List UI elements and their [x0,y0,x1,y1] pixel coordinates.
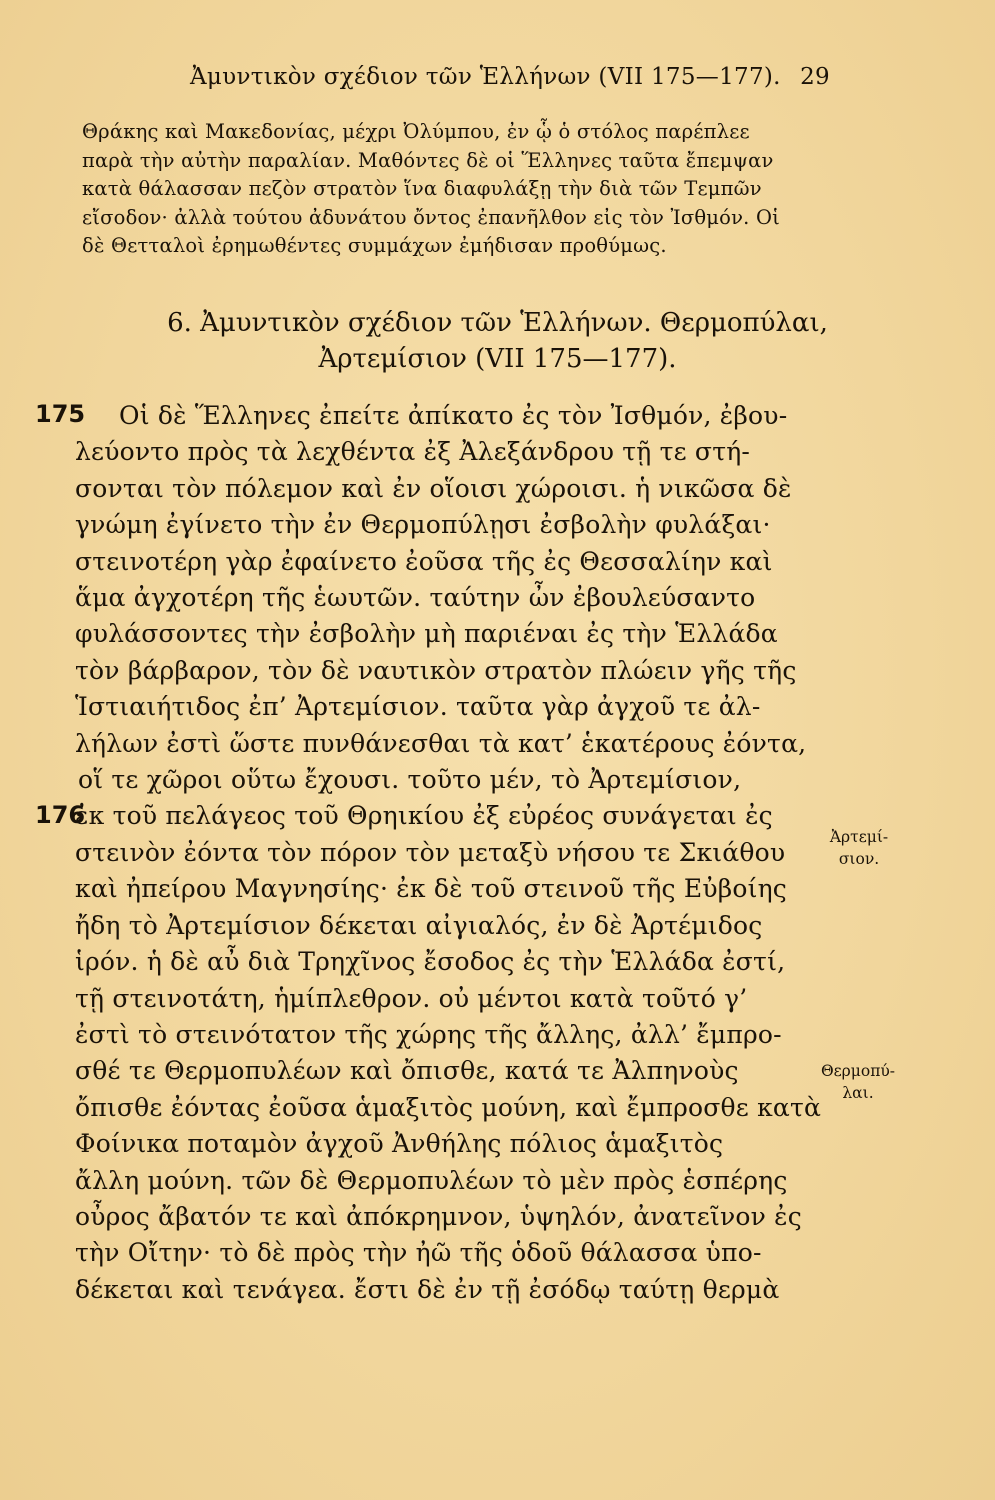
text-line: σονται τὸν πόλεμον καὶ ἐν οἵοισι χώροισι. ἡ νικῶσα δὲ [75,473,792,503]
text-line: τὴν Οἴτην· τὸ δὲ πρὸς τὴν ἠῶ τῆς ὁδοῦ θάλασσα ὑπο- [75,1238,762,1268]
text-line: τῇ στεινοτάτη, ἡμίπλεθρον. οὐ μέντοι κατὰ τοῦτό γ’ [75,983,748,1013]
margin-note-line: σιον. [838,850,880,868]
main-text [75,398,822,1308]
intro-line: δὲ Θετταλοὶ ἐρημωθέντες συμμάχων ἐμήδισαν προθύμως. [82,234,667,257]
text-line: Ἱστιαιήτιδος ἐπ’ Ἀρτεμίσιον. ταῦτα γὰρ ἀγχοῦ τε ἀλ- [75,692,761,722]
margin-note-line: λαι. [842,1084,874,1102]
running-title: Ἀμυντικὸν σχέδιον τῶν Ἑλλήνων (VII 175—177). [190,64,781,90]
text-line: ὄπισθε ἐόντας ἐοῦσα ἁμαξιτὸς μούνη, καὶ ἔμπροσθε κατὰ [75,1092,822,1122]
intro-line: κατὰ θάλασσαν πεζὸν στρατὸν ἵνα διαφυλάξῃ τὴν διὰ τῶν Τεμπῶν [82,177,762,200]
text-line: γνώμη ἐγίνετο τὴν ἐν Θερμοπύλῃσι ἐσβολὴν φυλάξαι· [75,510,771,540]
text-line: οὖρος ἄβατόν τε καὶ ἀπόκρημνον, ὑψηλόν, ἀνατεῖνον ἐς [75,1201,802,1231]
margin-note-artemision [818,826,900,870]
margin-note-thermopylae [808,1060,908,1104]
text-line: ἅμα ἀγχοτέρη τῆς ἑωυτῶν. ταύτην ὦν ἐβουλεύσαντο [75,583,756,613]
margin-note-line: Ἀρτεμί- [829,828,889,846]
intro-line: παρὰ τὴν αὐτὴν παραλίαν. Μαθόντες δὲ οἱ Ἕλληνες ταῦτα ἔπεμψαν [82,148,774,172]
text-line: Οἱ δὲ Ἕλληνες ἐπείτε ἀπίκατο ἐς τὸν Ἰσθμόν, ἐβου- [119,401,788,430]
chapter-number-175: 175 [35,400,86,428]
text-line: φυλάσσοντες τὴν ἐσβολὴν μὴ παριέναι ἐς τὴν Ἑλλάδα [75,619,778,649]
intro-line: εἴσοδον· ἀλλὰ τούτου ἀδυνάτου ὄντος ἐπανῆλθον εἰς τὸν Ἰσθμόν. Οἱ [82,205,780,229]
text-line: ἄλλη μούνη. τῶν δὲ Θερμοπυλέων τὸ μὲν πρὸς ἑσπέρης [75,1165,788,1195]
text-line: σθέ τε Θερμοπυλέων καὶ ὄπισθε, κατά τε Ἀλπηνοὺς [75,1056,739,1086]
section-heading-line-1: 6. Ἀμυντικὸν σχέδιον τῶν Ἑλλήνων. Θερμοπύλαι, [167,308,828,338]
intro-paragraph [82,118,802,261]
page-number: 29 [800,64,830,90]
text-line: τὸν βάρβαρον, τὸν δὲ ναυτικὸν στρατὸν πλώειν γῆς τῆς [75,655,797,685]
text-line: ἤδη τὸ Ἀρτεμίσιον δέκεται αἰγιαλός, ἐν δὲ Ἀρτέμιδος [75,910,763,940]
text-line: καὶ ἠπείρου Μαγνησίης· ἐκ δὲ τοῦ στεινοῦ τῆς Εὐβοίης [75,874,788,904]
text-line: στεινὸν ἐόντα τὸν πόρον τὸν μεταξὺ νήσου τε Σκιάθου [75,837,786,867]
section-heading-line-2: Ἀρτεμίσιον (VII 175—177). [318,344,677,374]
text-line: στεινοτέρη γὰρ ἐφαίνετο ἐοῦσα τῆς ἐς Θεσσαλίην καὶ [75,546,773,576]
text-line: ἐστὶ τὸ στεινότατον τῆς χώρης τῆς ἄλλης, ἀλλ’ ἔμπρο- [75,1019,782,1049]
text-line: Φοίνικα ποταμὸν ἀγχοῦ Ἀνθήλης πόλιος ἁμαξιτὸς [75,1129,724,1159]
margin-note-line: Θερμοπύ- [820,1062,896,1080]
intro-line: Θράκης καὶ Μακεδονίας, μέχρι Ὀλύμπου, ἐν ᾧ ὁ στόλος παρέπλεε [82,120,750,143]
section-heading [0,305,995,377]
text-line: δέκεται καὶ τενάγεα. ἔστι δὲ ἐν τῇ ἐσόδῳ ταύτῃ θερμὰ [75,1274,780,1304]
text-line: οἵ τε χῶροι οὕτω ἔχουσι. τοῦτο μέν, τὸ Ἀρτεμίσιον, [78,765,742,795]
text-line: ἱρόν. ἡ δὲ αὖ διὰ Τρηχῖνος ἔσοδος ἐς τὴν Ἑλλάδα ἐστί, [75,947,786,977]
text-line: λεύοντο πρὸς τὰ λεχθέντα ἐξ Ἀλεξάνδρου τῇ τε στή- [75,437,751,467]
text-line: λήλων ἐστὶ ὥστε πυνθάνεσθαι τὰ κατ’ ἑκατέρους ἐόντα, [75,728,807,758]
text-line: ἐκ τοῦ πελάγεος τοῦ Θρηικίου ἐξ εὐρέος συνάγεται ἐς [75,801,773,831]
chapter-number-176: 176 [35,801,86,829]
